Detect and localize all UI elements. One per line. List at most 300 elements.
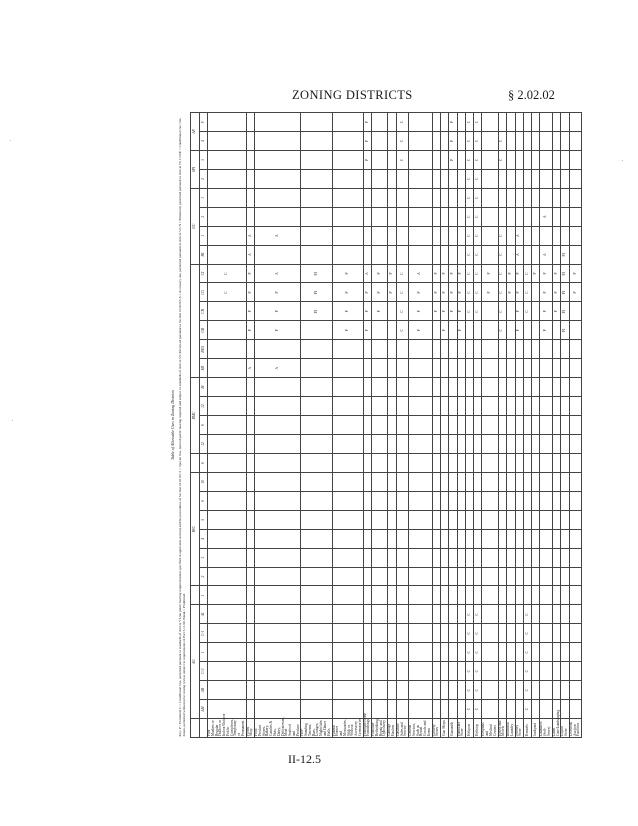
- use-cell-value: [457, 453, 466, 472]
- use-cell-value: [524, 453, 532, 472]
- use-cell-value: [396, 435, 408, 454]
- use-cell-value: A: [409, 264, 433, 283]
- use-cell-value: [441, 359, 449, 378]
- use-cell-value: [474, 359, 482, 378]
- use-cell-value: [532, 510, 540, 529]
- use-cell-value: A: [255, 226, 301, 245]
- table-row: [569, 113, 581, 738]
- use-cell-value: P: [449, 264, 457, 283]
- use-cell-value: A: [515, 245, 524, 264]
- use-cell-value: [208, 624, 247, 643]
- use-cell-value: C: [474, 169, 482, 188]
- use-cell-value: [561, 529, 570, 548]
- allowable-uses-table: [170, 112, 582, 738]
- district-header: 3: [200, 150, 208, 169]
- use-cell-value: [561, 510, 570, 529]
- use-cell-value: [449, 416, 457, 435]
- use-cell-value: [540, 378, 552, 397]
- use-cell-value: [208, 567, 247, 586]
- use-name: Laundries (Self-Serve): [540, 719, 552, 738]
- use-cell-value: [372, 662, 388, 681]
- use-cell-value: [372, 586, 388, 605]
- use-name: Livestock Auction Facilities: [569, 719, 581, 738]
- use-cell-value: P: [372, 264, 388, 283]
- use-cell-value: [363, 510, 372, 529]
- use-cell-value: P: [363, 150, 372, 169]
- use-cell-value: [561, 700, 570, 719]
- table-row: [255, 113, 301, 738]
- use-cell-value: P: [532, 264, 540, 283]
- table-row: [432, 113, 441, 738]
- use-cell-value: [301, 681, 332, 700]
- use-cell-value: [507, 435, 516, 454]
- use-cell-value: [482, 132, 498, 151]
- use-cell-value: P: [449, 150, 457, 169]
- use-cell-value: [532, 283, 540, 302]
- use-cell-value: P: [449, 113, 457, 132]
- use-cell-value: P: [409, 302, 433, 321]
- district-header: 12: [200, 435, 208, 454]
- use-cell-value: [457, 416, 466, 435]
- use-cell-value: [388, 245, 397, 264]
- use-cell-value: [255, 207, 301, 226]
- use-cell-value: P: [246, 321, 255, 340]
- use-cell-value: [482, 529, 498, 548]
- use-name: Flea Markets or Regular Outdoor or Indoor/Outdoor Public Complexes, Temporary or Permanent: [207, 713, 245, 736]
- use-cell-value: [532, 567, 540, 586]
- use-cell-value: [540, 548, 552, 567]
- use-cell-value: P: [441, 321, 449, 340]
- district-header: CG: [200, 283, 208, 302]
- use-cell-value: [396, 169, 408, 188]
- use-cell-value: C: [466, 188, 474, 207]
- use-cell-value: [363, 188, 372, 207]
- use-cell-value: [396, 681, 408, 700]
- use-cell-value: P: [515, 264, 524, 283]
- use-cell-value: [332, 169, 363, 188]
- use-cell-value: [474, 548, 482, 567]
- use-cell-value: [396, 548, 408, 567]
- use-cell-value: [524, 132, 532, 151]
- use-cell-value: C: [474, 207, 482, 226]
- use-cell-value: [532, 453, 540, 472]
- use-cell-value: [532, 681, 540, 700]
- use-cell-value: [552, 207, 561, 226]
- use-cell-value: C: [396, 321, 408, 340]
- use-cell-value: [409, 453, 433, 472]
- use-cell-value: [449, 453, 457, 472]
- table-caption: Table of Allowable Uses in Zoning Districts: [169, 390, 175, 461]
- table-row: [301, 113, 332, 738]
- use-cell-value: P: [441, 302, 449, 321]
- use-cell-value: [372, 700, 388, 719]
- use-cell-value: [409, 378, 433, 397]
- use-cell-value: P: [363, 302, 372, 321]
- use-cell-value: [432, 605, 441, 624]
- use-cell-value: [498, 643, 507, 662]
- use-cell-value: [332, 207, 363, 226]
- use-cell-value: [301, 605, 332, 624]
- use-cell-value: [457, 472, 466, 491]
- use-name: Furniture/Home Furnishings: [362, 712, 371, 736]
- use-cell-value: P: [372, 302, 388, 321]
- use-cell-value: A: [246, 245, 255, 264]
- use-cell-value: [363, 548, 372, 567]
- use-cell-value: [388, 359, 397, 378]
- use-cell-value: C: [524, 283, 532, 302]
- use-cell-value: [515, 207, 524, 226]
- table-row: [540, 113, 552, 738]
- district-header: M: [200, 378, 208, 397]
- use-cell-value: [441, 681, 449, 700]
- use-cell-value: [409, 624, 433, 643]
- use-cell-value: [301, 397, 332, 416]
- use-cell-value: [301, 150, 332, 169]
- use-cell-value: [255, 416, 301, 435]
- use-cell-value: [466, 529, 474, 548]
- use-cell-value: [498, 491, 507, 510]
- use-cell-value: [507, 453, 516, 472]
- use-cell-value: A: [540, 207, 552, 226]
- use-cell-value: [457, 586, 466, 605]
- use-cell-value: [388, 416, 397, 435]
- use-cell-value: [482, 548, 498, 567]
- use-cell-value: [301, 624, 332, 643]
- use-cell-value: [301, 321, 332, 340]
- use-cell-value: [396, 378, 408, 397]
- use-cell-value: [441, 150, 449, 169]
- table-row: [449, 113, 457, 738]
- use-cell-value: [532, 150, 540, 169]
- use-cell-value: [524, 113, 532, 132]
- use-cell-value: [441, 378, 449, 397]
- use-cell-value: [208, 378, 247, 397]
- use-cell-value: [482, 226, 498, 245]
- use-cell-value: [449, 662, 457, 681]
- use-cell-value: P: [432, 283, 441, 302]
- use-cell-value: [432, 340, 441, 359]
- use-cell-value: [388, 188, 397, 207]
- use-cell-value: [332, 132, 363, 151]
- use-cell-value: [332, 226, 363, 245]
- use-cell-value: [372, 321, 388, 340]
- district-group-header: [191, 264, 200, 378]
- district-header: CN: [200, 302, 208, 321]
- use-cell-value: [246, 681, 255, 700]
- use-cell-value: [552, 397, 561, 416]
- use-cell-value: [457, 510, 466, 529]
- use-cell-value: [449, 188, 457, 207]
- use-cell-value: [466, 378, 474, 397]
- use-cell-value: [255, 397, 301, 416]
- use-cell-value: [409, 586, 433, 605]
- use-cell-value: C: [474, 700, 482, 719]
- use-name: Food Product Stores, Bakery, Candies & Nuts, Dairy, Delicatessen, Meat Seafood and Produce: [254, 716, 300, 736]
- use-cell-value: [561, 113, 570, 132]
- use-cell-value: [208, 113, 247, 132]
- use-cell-value: P: [388, 283, 397, 302]
- use-cell-value: [457, 529, 466, 548]
- use-cell-value: [457, 132, 466, 151]
- use-cell-value: P1: [301, 264, 332, 283]
- use-cell-value: C: [396, 302, 408, 321]
- district-header: 10: [200, 472, 208, 491]
- use-cell-value: [208, 340, 247, 359]
- use-cell-value: [409, 700, 433, 719]
- use-cell-value: [432, 624, 441, 643]
- district-header: 1: [200, 586, 208, 605]
- use-cell-value: [332, 662, 363, 681]
- use-cell-value: [532, 397, 540, 416]
- use-cell-value: [540, 643, 552, 662]
- use-cell-value: [332, 491, 363, 510]
- use-cell-value: P: [441, 264, 449, 283]
- use-cell-value: P: [507, 283, 516, 302]
- use-cell-value: [569, 681, 581, 700]
- use-cell-value: [332, 435, 363, 454]
- use-cell-value: [388, 378, 397, 397]
- use-cell-value: [246, 340, 255, 359]
- use-cell-value: [569, 340, 581, 359]
- use-cell-value: [301, 491, 332, 510]
- use-cell-value: P: [515, 283, 524, 302]
- use-cell-value: P: [332, 283, 363, 302]
- use-cell-value: [255, 169, 301, 188]
- use-cell-value: [524, 321, 532, 340]
- use-cell-value: [332, 340, 363, 359]
- use-cell-value: [208, 662, 247, 681]
- use-cell-value: [208, 416, 247, 435]
- use-cell-value: [515, 359, 524, 378]
- use-cell-value: [396, 643, 408, 662]
- use-cell-value: [409, 359, 433, 378]
- district-header: C-3: [200, 662, 208, 681]
- use-cell-value: C: [466, 662, 474, 681]
- use-cell-value: [363, 662, 372, 681]
- use-cell-value: [482, 245, 498, 264]
- use-cell-value: [363, 491, 372, 510]
- use-cell-value: [507, 245, 516, 264]
- use-cell-value: [409, 605, 433, 624]
- use-cell-value: [449, 510, 457, 529]
- use-cell-value: [246, 624, 255, 643]
- use-cell-value: C: [466, 700, 474, 719]
- use-cell-value: [441, 605, 449, 624]
- use-cell-value: [524, 378, 532, 397]
- use-cell-value: [474, 378, 482, 397]
- use-cell-value: P1: [301, 283, 332, 302]
- use-cell-value: [561, 548, 570, 567]
- use-cell-value: [449, 472, 457, 491]
- use-cell-value: [532, 624, 540, 643]
- use-cell-value: [363, 586, 372, 605]
- use-cell-value: [569, 169, 581, 188]
- use-cell-value: [515, 472, 524, 491]
- use-cell-value: [372, 340, 388, 359]
- use-cell-value: [441, 188, 449, 207]
- use-cell-value: [507, 416, 516, 435]
- use-cell-value: [498, 681, 507, 700]
- use-cell-value: [396, 700, 408, 719]
- use-name: Florist Shop: [246, 719, 255, 738]
- use-cell-value: [561, 132, 570, 151]
- use-cell-value: [532, 548, 540, 567]
- use-cell-value: [432, 207, 441, 226]
- use-cell-value: [332, 378, 363, 397]
- use-cell-value: [482, 662, 498, 681]
- table-row: [532, 113, 540, 738]
- use-cell-value: [507, 662, 516, 681]
- district-group-header: RMC: [191, 378, 200, 454]
- use-cell-value: [466, 321, 474, 340]
- district-header: AR: [200, 681, 208, 700]
- use-cell-value: [246, 472, 255, 491]
- use-cell-value: [569, 453, 581, 472]
- use-cell-value: [441, 207, 449, 226]
- use-cell-value: [561, 226, 570, 245]
- use-cell-value: [441, 700, 449, 719]
- use-cell-value: [372, 435, 388, 454]
- use-cell-value: [498, 188, 507, 207]
- use-cell-value: [396, 188, 408, 207]
- use-cell-value: [569, 416, 581, 435]
- use-cell-value: [396, 359, 408, 378]
- use-cell-value: [409, 188, 433, 207]
- use-cell-value: C: [474, 150, 482, 169]
- use-cell-value: C: [466, 283, 474, 302]
- use-cell-value: [540, 397, 552, 416]
- use-cell-value: [561, 416, 570, 435]
- district-header: V: [200, 113, 208, 132]
- use-cell-value: [388, 681, 397, 700]
- use-cell-value: [441, 529, 449, 548]
- use-cell-value: [372, 397, 388, 416]
- use-cell-value: [532, 245, 540, 264]
- use-cell-value: P: [246, 283, 255, 302]
- table-row: [482, 113, 498, 738]
- use-cell-value: [482, 700, 498, 719]
- use-cell-value: [449, 605, 457, 624]
- use-cell-value: P: [449, 132, 457, 151]
- use-cell-value: [498, 472, 507, 491]
- use-cell-value: [457, 207, 466, 226]
- use-cell-value: C: [466, 264, 474, 283]
- use-cell-value: [246, 435, 255, 454]
- use-cell-value: [457, 700, 466, 719]
- use-cell-value: [363, 567, 372, 586]
- use-cell-value: [396, 226, 408, 245]
- district-header: 4: [200, 132, 208, 151]
- use-cell-value: [255, 491, 301, 510]
- use-cell-value: [449, 226, 457, 245]
- use-cell-value: [532, 132, 540, 151]
- section-number: § 2.02.02: [508, 88, 555, 102]
- use-cell-value: [482, 567, 498, 586]
- use-cell-value: [388, 453, 397, 472]
- use-cell-value: [409, 662, 433, 681]
- use-cell-value: [474, 472, 482, 491]
- use-cell-value: [457, 681, 466, 700]
- use-cell-value: [507, 548, 516, 567]
- district-header: 1: [200, 643, 208, 662]
- use-cell-value: A: [515, 226, 524, 245]
- use-cell-value: [515, 188, 524, 207]
- table-row: [363, 113, 372, 738]
- use-cell-value: [332, 397, 363, 416]
- district-header: C-1: [200, 624, 208, 643]
- use-cell-value: [482, 378, 498, 397]
- use-cell-value: P: [388, 264, 397, 283]
- use-cell-value: [432, 548, 441, 567]
- use-cell-value: [482, 605, 498, 624]
- key-row: [176, 113, 191, 738]
- use-cell-value: [409, 510, 433, 529]
- use-cell-value: [255, 586, 301, 605]
- use-cell-value: [532, 435, 540, 454]
- use-cell-value: [561, 378, 570, 397]
- use-cell-value: [532, 700, 540, 719]
- use-cell-value: [441, 435, 449, 454]
- use-cell-value: C: [466, 681, 474, 700]
- use-cell-value: [569, 113, 581, 132]
- district-header: MI: [200, 359, 208, 378]
- use-cell-value: [482, 681, 498, 700]
- use-cell-value: [507, 643, 516, 662]
- use-cell-value: [561, 605, 570, 624]
- use-cell-value: [474, 529, 482, 548]
- use-cell-value: [507, 700, 516, 719]
- use-cell-value: [441, 586, 449, 605]
- use-cell-value: A: [540, 245, 552, 264]
- use-cell-value: [449, 491, 457, 510]
- use-cell-value: [388, 624, 397, 643]
- use-cell-value: [498, 548, 507, 567]
- use-cell-value: [396, 586, 408, 605]
- use-cell-value: [507, 586, 516, 605]
- use-cell-value: [332, 453, 363, 472]
- use-cell-value: [255, 188, 301, 207]
- use-cell-value: C: [474, 662, 482, 681]
- use-cell-value: [388, 491, 397, 510]
- use-cell-value: [498, 700, 507, 719]
- use-cell-value: [409, 416, 433, 435]
- use-cell-value: [552, 188, 561, 207]
- rotated-table-area: [169, 112, 581, 738]
- use-cell-value: [532, 169, 540, 188]
- use-cell-value: [432, 245, 441, 264]
- use-cell-value: [208, 245, 247, 264]
- use-cell-value: [515, 567, 524, 586]
- use-cell-value: [552, 681, 561, 700]
- use-cell-value: [457, 435, 466, 454]
- use-name: Lawn Care/Landscaping: [551, 709, 560, 736]
- use-cell-value: [208, 359, 247, 378]
- use-cell-value: [388, 605, 397, 624]
- use-cell-value: [246, 188, 255, 207]
- use-cell-value: C: [498, 283, 507, 302]
- use-cell-value: [515, 132, 524, 151]
- use-name: Jewelry Store: [515, 719, 524, 738]
- use-cell-value: [457, 548, 466, 567]
- use-cell-value: [409, 681, 433, 700]
- use-cell-value: [441, 416, 449, 435]
- district-group-header: SPI: [191, 150, 200, 188]
- use-cell-value: [466, 567, 474, 586]
- use-cell-value: [301, 226, 332, 245]
- use-cell-value: [540, 150, 552, 169]
- table-row: [507, 113, 516, 738]
- use-cell-value: [332, 529, 363, 548]
